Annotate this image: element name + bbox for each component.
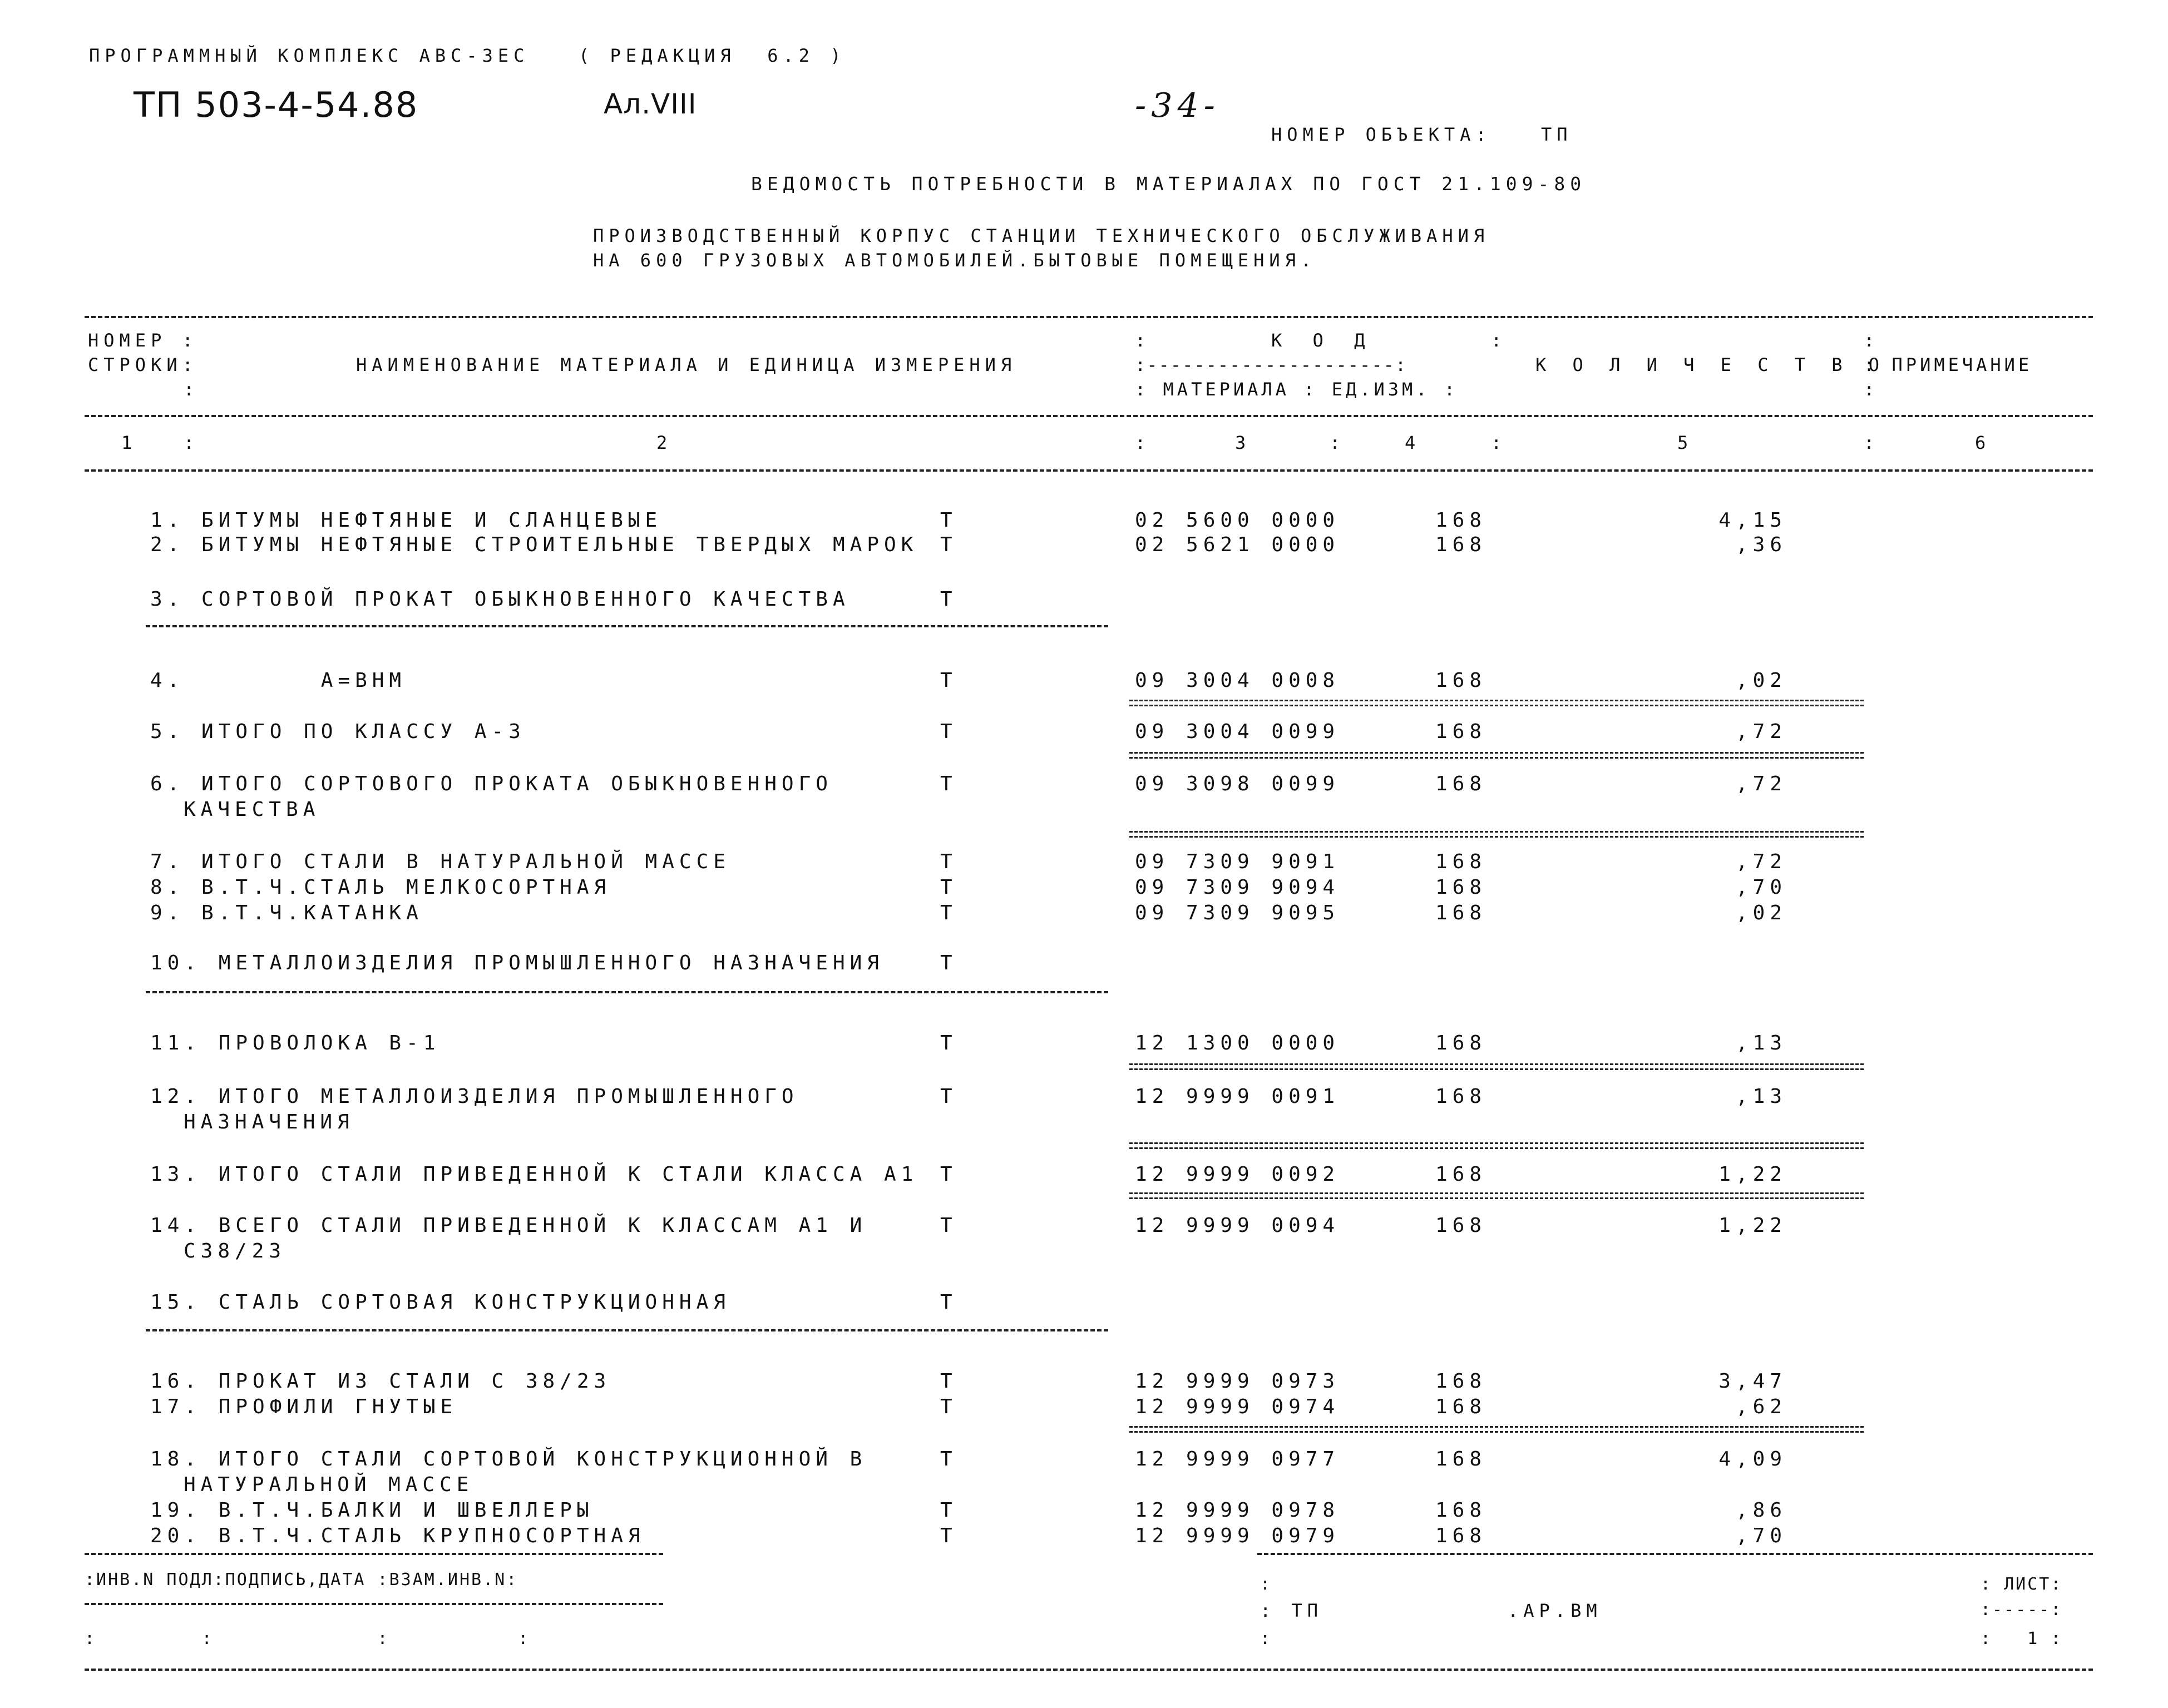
stamp-left-top-rule bbox=[85, 1553, 663, 1555]
col-code-sep: : bbox=[1135, 330, 1151, 351]
row-11-name: 11. ПРОВОЛОКА В-1 bbox=[150, 1032, 441, 1054]
row-9-code: 09 7309 9095 bbox=[1135, 902, 1340, 924]
col-quantity-header: К О Л И Ч Е С Т В О bbox=[1535, 354, 1888, 375]
row-14-name: 14. ВСЕГО СТАЛИ ПРИВЕДЕННОЙ К КЛАССАМ А1 И bbox=[150, 1214, 867, 1237]
stamp-left-mid-rule bbox=[85, 1603, 663, 1605]
stamp-code: .АР.ВМ bbox=[1508, 1600, 1602, 1621]
row-6-unit: Т bbox=[940, 773, 957, 795]
row-7-name: 7. ИТОГО СТАЛИ В НАТУРАЛЬНОЙ МАССЕ bbox=[150, 850, 730, 873]
row-11-quantity: ,13 bbox=[1735, 1032, 1787, 1054]
row-4-total-rule bbox=[1129, 700, 1864, 706]
row-11-code: 12 1300 0000 bbox=[1135, 1032, 1340, 1054]
row-17-unit-code: 168 bbox=[1435, 1395, 1487, 1418]
row-12-quantity: ,13 bbox=[1735, 1085, 1787, 1108]
row-13-total-rule bbox=[1129, 1192, 1864, 1199]
row-18-quantity: 4,09 bbox=[1718, 1448, 1787, 1471]
col-code-header: К О Д bbox=[1271, 330, 1375, 351]
header-bottom-rule bbox=[85, 469, 2093, 472]
row-3-unit: Т bbox=[940, 588, 957, 611]
stamp-left-values: : : : : bbox=[85, 1629, 530, 1648]
stamp-mid-colon-2: : bbox=[1260, 1629, 1276, 1648]
stamp-mid-colon: : bbox=[1260, 1575, 1276, 1594]
row-5-code: 09 3004 0099 bbox=[1135, 720, 1340, 743]
col-number-5: 5 bbox=[1677, 432, 1693, 453]
row-12-unit-code: 168 bbox=[1435, 1085, 1487, 1108]
row-5-name: 5. ИТОГО ПО КЛАССУ А-3 bbox=[150, 720, 526, 743]
col-row-number-label-2: СТРОКИ: bbox=[88, 354, 198, 375]
col-note-sep-top: : bbox=[1864, 330, 1880, 351]
row-12-unit: Т bbox=[940, 1085, 957, 1108]
row-7-code: 09 7309 9091 bbox=[1135, 850, 1340, 873]
row-12-name-cont: НАЗНАЧЕНИЯ bbox=[184, 1111, 354, 1133]
col-number-1: 1 bbox=[121, 432, 137, 453]
row-18-name-cont: НАТУРАЛЬНОЙ МАССЕ bbox=[184, 1473, 474, 1496]
row-2-unit: Т bbox=[940, 533, 957, 556]
row-10-name: 10. МЕТАЛЛОИЗДЕЛИЯ ПРОМЫШЛЕННОГО НАЗНАЧЕНИЯ bbox=[150, 952, 884, 974]
row-7-unit: Т bbox=[940, 850, 957, 873]
row-16-unit-code: 168 bbox=[1435, 1370, 1487, 1393]
row-12-name: 12. ИТОГО МЕТАЛЛОИЗДЕЛИЯ ПРОМЫШЛЕННОГО bbox=[150, 1085, 799, 1108]
row-13-name: 13. ИТОГО СТАЛИ ПРИВЕДЕННОЙ К СТАЛИ КЛАССА А1 bbox=[150, 1163, 918, 1186]
row-3-name: 3. СОРТОВОЙ ПРОКАТ ОБЫКНОВЕННОГО КАЧЕСТВА bbox=[150, 588, 850, 611]
object-number-label: НОМЕР ОБЪЕКТА: bbox=[1271, 124, 1492, 145]
row-1-name: 1. БИТУМЫ НЕФТЯНЫЕ И СЛАНЦЕВЫЕ bbox=[150, 509, 663, 532]
row-11-total-rule bbox=[1129, 1063, 1864, 1070]
row-13-quantity: 1,22 bbox=[1718, 1163, 1787, 1186]
row-20-unit-code: 168 bbox=[1435, 1524, 1487, 1547]
row-9-quantity: ,02 bbox=[1735, 902, 1787, 924]
col-code-sep-2: : bbox=[1491, 330, 1507, 351]
row-14-code: 12 9999 0094 bbox=[1135, 1214, 1340, 1237]
row-2-unit-code: 168 bbox=[1435, 533, 1487, 556]
row-9-unit: Т bbox=[940, 902, 957, 924]
row-19-quantity: ,86 bbox=[1735, 1499, 1787, 1522]
row-4-unit-code: 168 bbox=[1435, 669, 1487, 692]
row-18-name: 18. ИТОГО СТАЛИ СОРТОВОЙ КОНСТРУКЦИОННОЙ В bbox=[150, 1448, 867, 1471]
row-7-quantity: ,72 bbox=[1735, 850, 1787, 873]
row-16-unit: Т bbox=[940, 1370, 957, 1393]
row-1-code: 02 5600 0000 bbox=[1135, 509, 1340, 532]
row-13-code: 12 9999 0092 bbox=[1135, 1163, 1340, 1186]
col-number-sep-2: : bbox=[1135, 432, 1151, 453]
document-code: ТП 503-4-54.88 bbox=[134, 85, 419, 125]
row-13-unit-code: 168 bbox=[1435, 1163, 1487, 1186]
col-number-sep-5: : bbox=[1864, 432, 1880, 453]
header-mid-rule bbox=[85, 415, 2093, 417]
page-number: -34- bbox=[1135, 86, 1220, 125]
row-19-unit: Т bbox=[940, 1499, 957, 1522]
row-11-unit-code: 168 bbox=[1435, 1032, 1487, 1054]
row-19-name: 19. В.Т.Ч.БАЛКИ И ШВЕЛЛЕРЫ bbox=[150, 1499, 594, 1522]
row-6-name-cont: КАЧЕСТВА bbox=[184, 798, 320, 821]
stamp-right-top-rule bbox=[1257, 1553, 2093, 1555]
document-subtitle-2: НА 600 ГРУЗОВЫХ АВТОМОБИЛЕЙ.БЫТОВЫЕ ПОМЕЩЕНИЯ. bbox=[593, 250, 1317, 271]
row-8-quantity: ,70 bbox=[1735, 876, 1787, 899]
row-6-quantity: ,72 bbox=[1735, 773, 1787, 795]
col-row-number-label-1: НОМЕР : bbox=[88, 330, 198, 351]
stamp-bottom-rule bbox=[85, 1669, 2093, 1671]
row-8-unit-code: 168 bbox=[1435, 876, 1487, 899]
row-4-code: 09 3004 0008 bbox=[1135, 669, 1340, 692]
row-16-name: 16. ПРОКАТ ИЗ СТАЛИ С 38/23 bbox=[150, 1370, 611, 1393]
row-8-unit: Т bbox=[940, 876, 957, 899]
row-1-unit-code: 168 bbox=[1435, 509, 1487, 532]
row-15-underline bbox=[146, 1329, 1108, 1331]
row-18-code: 12 9999 0977 bbox=[1135, 1448, 1340, 1471]
row-17-name: 17. ПРОФИЛИ ГНУТЫЕ bbox=[150, 1395, 458, 1418]
program-name: ПРОГРАММНЫЙ КОМПЛЕКС АВС-ЗЕС bbox=[89, 45, 530, 66]
row-5-unit-code: 168 bbox=[1435, 720, 1487, 743]
sheet-number: : 1 : bbox=[1981, 1629, 2063, 1648]
row-5-unit: Т bbox=[940, 720, 957, 743]
row-14-quantity: 1,22 bbox=[1718, 1214, 1787, 1237]
document-title: ВЕДОМОСТЬ ПОТРЕБНОСТИ В МАТЕРИАЛАХ ПО ГОСТ 21.109-80 bbox=[751, 173, 1587, 195]
row-1-unit: Т bbox=[940, 509, 957, 532]
col-number-sep-3: : bbox=[1330, 432, 1346, 453]
row-5-quantity: ,72 bbox=[1735, 720, 1787, 743]
row-2-quantity: ,36 bbox=[1735, 533, 1787, 556]
row-7-unit-code: 168 bbox=[1435, 850, 1487, 873]
col-row-number-sep: : bbox=[184, 379, 200, 400]
sheet-label: : ЛИСТ: bbox=[1981, 1575, 2063, 1594]
row-17-total-rule bbox=[1129, 1426, 1864, 1433]
row-20-code: 12 9999 0979 bbox=[1135, 1524, 1340, 1547]
table-top-rule bbox=[85, 316, 2093, 318]
row-12-code: 12 9999 0091 bbox=[1135, 1085, 1340, 1108]
col-note-sep-bottom: : bbox=[1864, 379, 1880, 400]
row-15-unit: Т bbox=[940, 1291, 957, 1314]
row-6-total-rule bbox=[1129, 831, 1864, 838]
row-17-code: 12 9999 0974 bbox=[1135, 1395, 1340, 1418]
row-8-name: 8. В.Т.Ч.СТАЛЬ МЕЛКОСОРТНАЯ bbox=[150, 876, 611, 899]
row-12-total-rule bbox=[1129, 1142, 1864, 1149]
col-number-sep-1: : bbox=[184, 432, 200, 453]
row-6-name: 6. ИТОГО СОРТОВОГО ПРОКАТА ОБЫКНОВЕННОГО bbox=[150, 773, 833, 795]
row-4-quantity: ,02 bbox=[1735, 669, 1787, 692]
row-3-underline bbox=[146, 625, 1108, 627]
col-number-3: 3 bbox=[1235, 432, 1251, 453]
row-16-quantity: 3,47 bbox=[1718, 1370, 1787, 1393]
col-number-4: 4 bbox=[1405, 432, 1421, 453]
row-6-unit-code: 168 bbox=[1435, 773, 1487, 795]
row-20-quantity: ,70 bbox=[1735, 1524, 1787, 1547]
row-4-name: 4. А=ВНМ bbox=[150, 669, 407, 692]
sheet-separator: :-----: bbox=[1981, 1600, 2063, 1620]
row-18-unit: Т bbox=[940, 1448, 957, 1471]
stamp-left-header: :ИНВ.N ПОДЛ:ПОДПИСЬ,ДАТА :ВЗАМ.ИНВ.N: bbox=[85, 1570, 518, 1590]
row-20-unit: Т bbox=[940, 1524, 957, 1547]
row-9-name: 9. В.Т.Ч.КАТАНКА bbox=[150, 902, 423, 924]
document-subtitle-1: ПРОИЗВОДСТВЕННЫЙ КОРПУС СТАНЦИИ ТЕХНИЧЕСКОГО ОБСЛУЖИВАНИЯ bbox=[593, 225, 1490, 246]
row-5-total-rule bbox=[1129, 752, 1864, 759]
row-14-name-cont: С38/23 bbox=[184, 1240, 287, 1263]
stamp-mid-text: : ТП bbox=[1260, 1600, 1323, 1621]
row-17-quantity: ,62 bbox=[1735, 1395, 1787, 1418]
col-number-2: 2 bbox=[656, 432, 673, 453]
row-11-unit: Т bbox=[940, 1032, 957, 1054]
edition-label: ( РЕДАКЦИЯ 6.2 ) bbox=[579, 45, 846, 66]
row-9-unit-code: 168 bbox=[1435, 902, 1487, 924]
row-14-unit: Т bbox=[940, 1214, 957, 1237]
col-number-sep-4: : bbox=[1491, 432, 1507, 453]
row-13-unit: Т bbox=[940, 1163, 957, 1186]
row-14-unit-code: 168 bbox=[1435, 1214, 1487, 1237]
row-10-underline bbox=[146, 991, 1108, 993]
row-4-unit: Т bbox=[940, 669, 957, 692]
col-note-header: : ПРИМЕЧАНИЕ bbox=[1864, 354, 2033, 375]
col-code-divider: :---------------------: bbox=[1135, 354, 1408, 375]
row-19-code: 12 9999 0978 bbox=[1135, 1499, 1340, 1522]
row-16-code: 12 9999 0973 bbox=[1135, 1370, 1340, 1393]
row-1-quantity: 4,15 bbox=[1718, 509, 1787, 532]
album-label: Ал.VIII bbox=[604, 88, 697, 120]
col-number-6: 6 bbox=[1975, 432, 1991, 453]
row-19-unit-code: 168 bbox=[1435, 1499, 1487, 1522]
row-20-name: 20. В.Т.Ч.СТАЛЬ КРУПНОСОРТНАЯ bbox=[150, 1524, 645, 1547]
row-2-code: 02 5621 0000 bbox=[1135, 533, 1340, 556]
row-2-name: 2. БИТУМЫ НЕФТЯНЫЕ СТРОИТЕЛЬНЫЕ ТВЕРДЫХ МАРОК bbox=[150, 533, 918, 556]
col-code-subheader: : МАТЕРИАЛА : ЕД.ИЗМ. : bbox=[1135, 379, 1459, 400]
col-name-header: НАИМЕНОВАНИЕ МАТЕРИАЛА И ЕДИНИЦА ИЗМЕРЕНИЯ bbox=[356, 354, 1017, 375]
row-8-code: 09 7309 9094 bbox=[1135, 876, 1340, 899]
row-15-name: 15. СТАЛЬ СОРТОВАЯ КОНСТРУКЦИОННАЯ bbox=[150, 1291, 730, 1314]
row-18-unit-code: 168 bbox=[1435, 1448, 1487, 1471]
row-10-unit: Т bbox=[940, 952, 957, 974]
object-number-value: ТП bbox=[1541, 124, 1573, 145]
row-6-code: 09 3098 0099 bbox=[1135, 773, 1340, 795]
row-17-unit: Т bbox=[940, 1395, 957, 1418]
